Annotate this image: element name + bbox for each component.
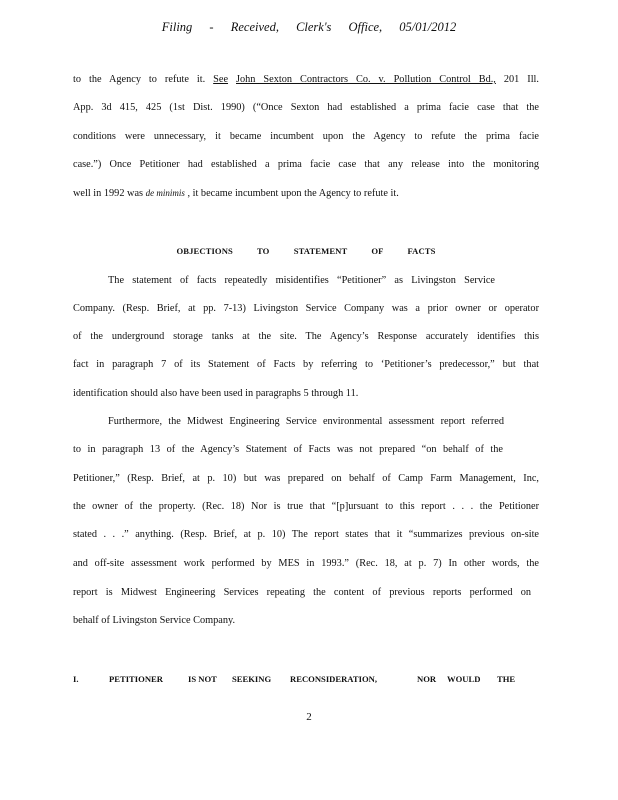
text-run: of the underground storage tanks at the site. The Agency’s Response accurately identifies this — [73, 331, 539, 342]
citation-text: John Sexton Contractors Co. v. Pollution Control Bd., — [236, 74, 496, 85]
section-word: NOR — [417, 674, 437, 684]
text-line — [73, 130, 539, 144]
text-line — [73, 101, 539, 115]
page-number: 2 — [306, 711, 312, 723]
text-line — [73, 330, 539, 344]
section-word: PETITIONER — [109, 674, 163, 684]
text-run: , it became incumbent upon the Agency to refute it. — [184, 188, 399, 199]
text-line — [73, 472, 539, 486]
text-line — [73, 387, 411, 401]
text-run: Furthermore, the Midwest Engineering Service environmental assessment report referred — [108, 416, 504, 427]
section-word: SEEKING — [232, 674, 272, 684]
citation-text: See — [213, 74, 229, 85]
text-line — [73, 586, 531, 600]
text-run: fact in paragraph 7 of its Statement of Facts by referring to ‘Petitioner’s predecessor,” but that — [73, 359, 539, 370]
latin-term: de minimis — [145, 188, 185, 198]
text-line — [73, 358, 539, 372]
text-run: the owner of the property. (Rec. 18) Nor is true that “[p]ursuant to this report . . . the Petitioner — [73, 501, 539, 512]
section-word: THE — [497, 674, 516, 684]
text-run: report is Midwest Engineering Services repeating the content of previous reports performed on — [73, 587, 531, 598]
text-run: 201 Ill. — [495, 74, 539, 85]
text-line — [73, 528, 539, 542]
text-line — [73, 614, 253, 628]
section-word: IS NOT — [188, 674, 217, 684]
text-run: conditions were unnecessary, it became incumbent upon the Agency to refute the prima facie — [73, 131, 539, 142]
text-run: Company. (Resp. Brief, at pp. 7-13) Livingston Service Company was a prior owner or operator — [73, 303, 539, 314]
text-run: case.”) Once Petitioner had established a prima facie case that any release into the monitoring — [73, 159, 539, 170]
text-line — [73, 500, 539, 514]
text-run — [228, 74, 236, 85]
section-word: WOULD — [447, 674, 481, 684]
filing-header: Filing - Received, Clerk's Office, 05/01/2012 — [161, 20, 457, 34]
text-run: App. 3d 415, 425 (1st Dist. 1990) (“Once Sexton had established a prima facie case that the — [73, 102, 539, 113]
text-line — [73, 73, 539, 87]
text-run: Petitioner,” (Resp. Brief, at p. 10) but was prepared on behalf of Camp Farm Management, Inc, — [73, 473, 539, 484]
text-line — [73, 158, 539, 172]
text-run: well in 1992 was — [73, 188, 146, 199]
section-heading: OBJECTIONS TO STATEMENT OF FACTS — [176, 246, 436, 256]
section-word: RECONSIDERATION, — [290, 674, 377, 684]
text-run: identification should also have been used in paragraphs 5 through 11. — [73, 388, 359, 399]
text-run: and off-site assessment work performed by MES in 1993.” (Rec. 18, at p. 7) In other words, the — [73, 558, 539, 569]
text-run: to in paragraph 13 of the Agency’s Statement of Facts was not prepared “on behalf of the — [73, 444, 503, 455]
text-line — [108, 274, 495, 288]
text-run: stated . . .” anything. (Resp. Brief, at p. 10) The report states that it “summarizes previous on-site — [73, 529, 539, 540]
section-number: I. — [73, 674, 79, 684]
text-line — [73, 443, 503, 457]
text-run: behalf of Livingston Service Company. — [73, 615, 236, 626]
text-line — [73, 302, 539, 316]
text-line — [108, 415, 504, 429]
text-line — [73, 557, 539, 571]
text-run: to the Agency to refute it. — [73, 74, 214, 85]
text-run: The statement of facts repeatedly misidentifies “Petitioner” as Livingston Service — [108, 275, 495, 286]
text-line — [73, 186, 459, 201]
